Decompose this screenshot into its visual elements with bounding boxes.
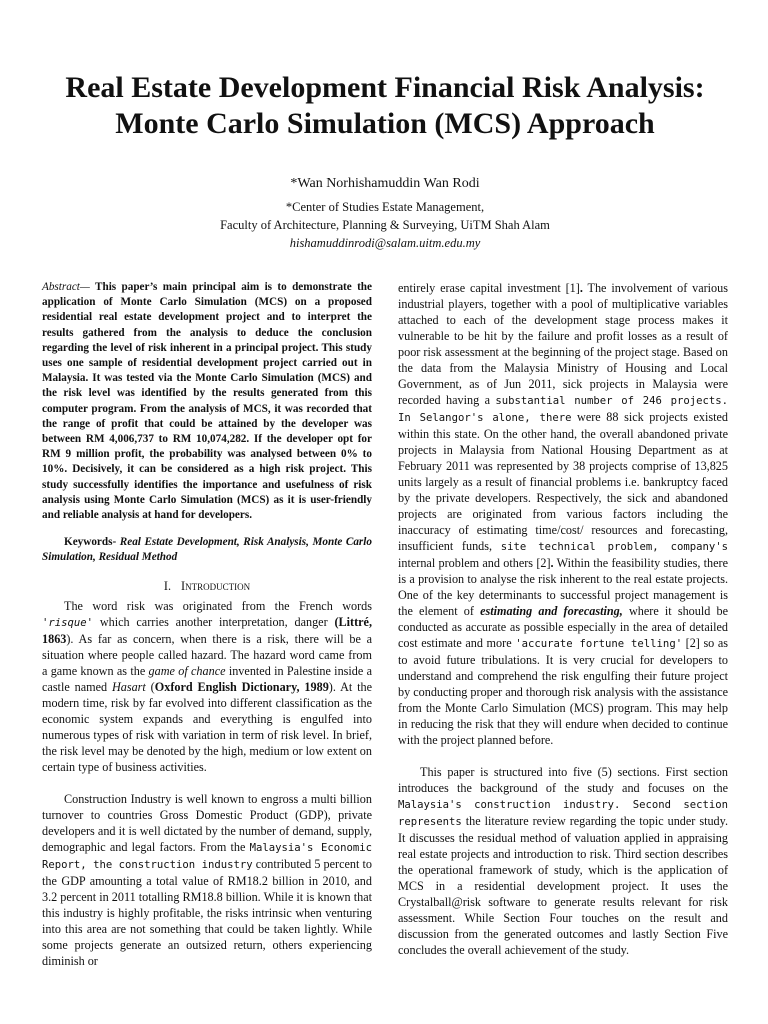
section-heading-introduction xyxy=(42,578,372,594)
text-run: The involvement of various industrial players, together with a pool of multiplicative variables attached to each of the development stage process makes it vulnerable to be hit by the failure and profit losses as a result of poor risk assessment at the beginning of the project stage. Based on the data from the Malaysia Ministry of Housing and Local Government, as of Jun 2011, sick projects in Malaysia were recorded having a xyxy=(398,281,728,407)
text-run: Hasart xyxy=(111,679,146,694)
text-run: 'risque' xyxy=(42,616,94,629)
text-run: Malaysia's Economic Report, the construction industry xyxy=(42,841,372,871)
author-email[interactable]: hishamuddinrodi@salam.uitm.edu.my xyxy=(289,236,481,250)
text-run: ). As far as concern, when there is a risk, there will be a situation where people called hazard. The hazard word came from a game known as the xyxy=(42,631,372,678)
author-affiliation xyxy=(42,198,728,252)
abstract xyxy=(42,280,372,523)
text-run: where it should be conducted as accurate as possible especially in the area of detailed cost estimate and more xyxy=(398,604,728,650)
citation: Oxford English Dictionary, 1989 xyxy=(154,679,329,694)
text-run: Malaysia's construction industry. Second section represents xyxy=(398,799,728,828)
text-run: Construction Industry is well known to engross a multi billion turnover to countries Gross Domestic Product (GDP), private developers and it is well dictated by the number of demand, supply, demographic and legal factors. From the xyxy=(42,791,372,854)
text-run: . xyxy=(579,281,583,295)
text-run: ( xyxy=(145,679,155,694)
section-title: Introduction xyxy=(181,578,251,593)
text-run: estimating and forecasting, xyxy=(480,604,623,618)
text-run: This paper is structured into five (5) sections. First section introduces the background of the study and focuses on the xyxy=(398,765,728,795)
text-run: contributed 5 percent to the GDP amounting a total value of RM18.2 billion in 2010, and 3.2 percent in 2011 totalling RM18.8 billion. While it is known that this industry is highly profitable, the risks intrinsic when venturing into this area are not something that could be taken lightly. While some projects generate an outsized return, others experiencing diminish or xyxy=(42,856,372,968)
text-run: [2] so as to avoid future tribulations. It is very crucial for developers to understand and comprehend the risk engulfing their future project by conducting proper and thorough risk analysis with the assistance from the Monte Carlo Simulation (MCS) program. This may help in reducing the risk that they will endure when decided to continue with the project planned before. xyxy=(398,636,729,747)
affiliation-line-1: *Center of Studies Estate Management, xyxy=(285,200,485,214)
body-columns xyxy=(42,280,728,969)
title-line-2: Monte Carlo Simulation (MCS) Approach xyxy=(115,107,655,140)
intro-paragraph-3 xyxy=(398,280,728,748)
keywords-label: Keywords- xyxy=(64,536,117,549)
text-run: entirely erase capital investment [1] xyxy=(398,281,580,295)
abstract-text: This paper’s main principal aim is to demonstrate the application of Monte Carlo Simulation (MCS) on a proposed residential real estate development project and to interpret the results gathered from the analysis to deduce the conclusion regarding the level of risk inherent in a principal project. This study uses one sample of residential development project carried out in Malaysia. It was tested via the Monte Carlo Simulation (MCS) and the risk level was identified by the results generated from this computer program. From the analysis of MCS, it was recorded that the range of profit that could be attained by the developer was between RM 4,006,737 to RM 10,074,282. If the developer opt for RM 9 million profit, the probability was analysed between 0% to 10%. Decisively, it can be considered as a high risk project. This study successfully identifies the importance and usefulness of risk analysis using Monte Carlo Simulation (MCS) as it is user-friendly and reliable analysis at hand for developers. xyxy=(42,281,372,522)
text-run: were 88 sick projects existed within this state. On the other hand, the overall abandoned private projects in Malaysia from National Housing Department as at February 2011 was represented by 38 projects comprise of 13,825 units largely as a result of financial problems i.e. bankruptcy faced by the private developers. Respectively, the sick and abandoned projects are originated from various factors including the inaccuracy of estimating time/cost/ resources and forecasting, insufficient funds, xyxy=(398,410,728,553)
text-run: which carries another interpretation, danger xyxy=(93,614,335,629)
intro-paragraph-1 xyxy=(42,598,372,775)
text-run: 'accurate fortune telling' xyxy=(515,638,683,650)
text-run: The word risk was originated from the French words xyxy=(64,598,372,613)
abstract-lead: Abstract— xyxy=(42,281,90,293)
text-run: Within the feasibility studies, there is a provision to analyse the risk inherent to the real estate projects. One of the key determinants to successful project management is the element of xyxy=(398,556,729,618)
citation: (Littré, 1863 xyxy=(42,614,372,646)
keywords-text: Real Estate Development, Risk Analysis, Monte Carlo Simulation, Residual Method xyxy=(42,536,372,564)
keywords xyxy=(42,535,372,565)
author-name: *Wan Norhishamuddin Wan Rodi xyxy=(290,176,480,191)
left-column xyxy=(42,280,372,969)
paper-title xyxy=(42,70,728,142)
right-column xyxy=(398,280,728,969)
text-run: game of chance xyxy=(148,663,226,678)
intro-paragraph-4 xyxy=(398,764,728,958)
title-line-1: Real Estate Development Financial Risk Analysis: xyxy=(65,71,705,104)
text-run: . xyxy=(550,556,554,570)
affiliation-line-2: Faculty of Architecture, Planning & Surveying, UiTM Shah Alam xyxy=(220,218,550,232)
text-run: site technical problem, company's xyxy=(500,541,728,553)
text-run: substantial number of 246 projects. In Selangor's alone, there xyxy=(398,395,728,424)
intro-paragraph-2 xyxy=(42,791,372,969)
text-run: invented in Palestine inside a castle named xyxy=(42,663,373,694)
text-run: ). At the modern time, risk by far evolved into different classification as the economic system expands and everything is engulfed into numerous types of risk with variation in term of risk level. In brief, the risk level may be denoted by the high, medium or low extent on certain type of business activities. xyxy=(42,679,373,774)
section-number: I. xyxy=(163,578,172,593)
text-run: internal problem and others [2] xyxy=(398,556,551,570)
text-run: the literature review regarding the topic under study. It discusses the residual method of valuation applied in appraising real estate projects and introduction to risk. Third section describes the operational framework of study, which is the application of MCS in a residential development project. It uses the Crystalball@risk software to generate results relevant for risk assessment. While Section Four touches on the result and discussion from the generated outcomes and lastly Section Five concludes the overall achievement of the study. xyxy=(398,814,728,957)
